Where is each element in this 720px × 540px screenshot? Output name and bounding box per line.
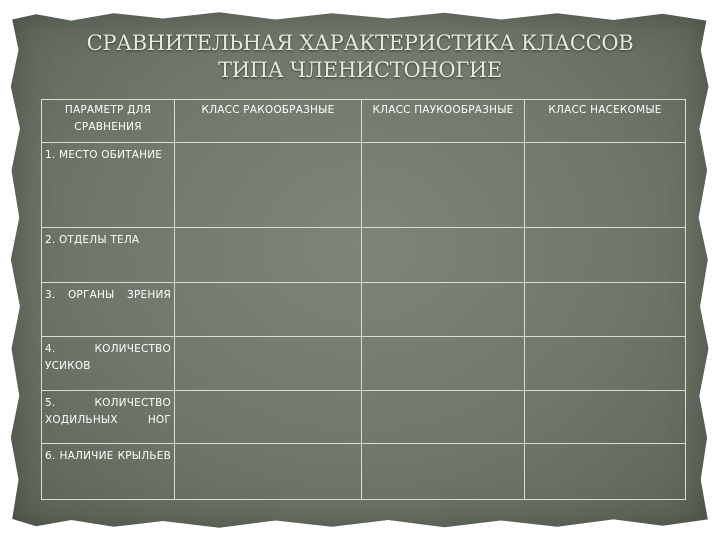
table-header-row xyxy=(42,100,686,143)
cell-crustaceans-walking-legs[interactable] xyxy=(175,391,362,444)
cell-arachnids-habitat[interactable] xyxy=(362,143,525,228)
title-line-2: ТИПА ЧЛЕНИСТОНОГИЕ xyxy=(218,58,502,82)
header-arachnids: КЛАСС ПАУКООБРАЗНЫЕ xyxy=(362,100,525,143)
cell-crustaceans-antennae[interactable] xyxy=(175,337,362,391)
cell-insects-wings[interactable] xyxy=(525,444,686,500)
row-label-habitat: 1. МЕСТО ОБИТАНИЕ xyxy=(42,143,175,228)
cell-insects-walking-legs[interactable] xyxy=(525,391,686,444)
cell-arachnids-wings[interactable] xyxy=(362,444,525,500)
cell-arachnids-walking-legs[interactable] xyxy=(362,391,525,444)
row-label-wings: 6. НАЛИЧИЕ КРЫЛЬЕВ xyxy=(42,444,175,500)
table-row xyxy=(42,391,686,444)
row-label-body-parts: 2. ОТДЕЛЫ ТЕЛА xyxy=(42,228,175,283)
header-parameter: ПАРАМЕТР ДЛЯ СРАВНЕНИЯ xyxy=(42,100,175,143)
slide-title xyxy=(60,30,660,84)
cell-insects-antennae[interactable] xyxy=(525,337,686,391)
title-line-1: СРАВНИТЕЛЬНАЯ ХАРАКТЕРИСТИКА КЛАССОВ xyxy=(86,31,634,55)
table-row xyxy=(42,228,686,283)
cell-insects-body-parts[interactable] xyxy=(525,228,686,283)
cell-arachnids-antennae[interactable] xyxy=(362,337,525,391)
header-insects: КЛАСС НАСЕКОМЫЕ xyxy=(525,100,686,143)
table-row xyxy=(42,337,686,391)
header-crustaceans: КЛАСС РАКООБРАЗНЫЕ xyxy=(175,100,362,143)
cell-arachnids-vision[interactable] xyxy=(362,283,525,337)
cell-insects-vision[interactable] xyxy=(525,283,686,337)
row-label-vision: 3. ОРГАНЫ ЗРЕНИЯ xyxy=(42,283,175,337)
table-row xyxy=(42,283,686,337)
row-label-walking-legs: 5. КОЛИЧЕСТВО ХОДИЛЬНЫХ НОГ xyxy=(42,391,175,444)
row-label-antennae: 4. КОЛИЧЕСТВО УСИКОВ xyxy=(42,337,175,391)
table-row xyxy=(42,143,686,228)
cell-crustaceans-habitat[interactable] xyxy=(175,143,362,228)
cell-crustaceans-vision[interactable] xyxy=(175,283,362,337)
cell-insects-habitat[interactable] xyxy=(525,143,686,228)
table-row xyxy=(42,444,686,500)
cell-arachnids-body-parts[interactable] xyxy=(362,228,525,283)
comparison-table xyxy=(41,99,686,500)
cell-crustaceans-wings[interactable] xyxy=(175,444,362,500)
cell-crustaceans-body-parts[interactable] xyxy=(175,228,362,283)
